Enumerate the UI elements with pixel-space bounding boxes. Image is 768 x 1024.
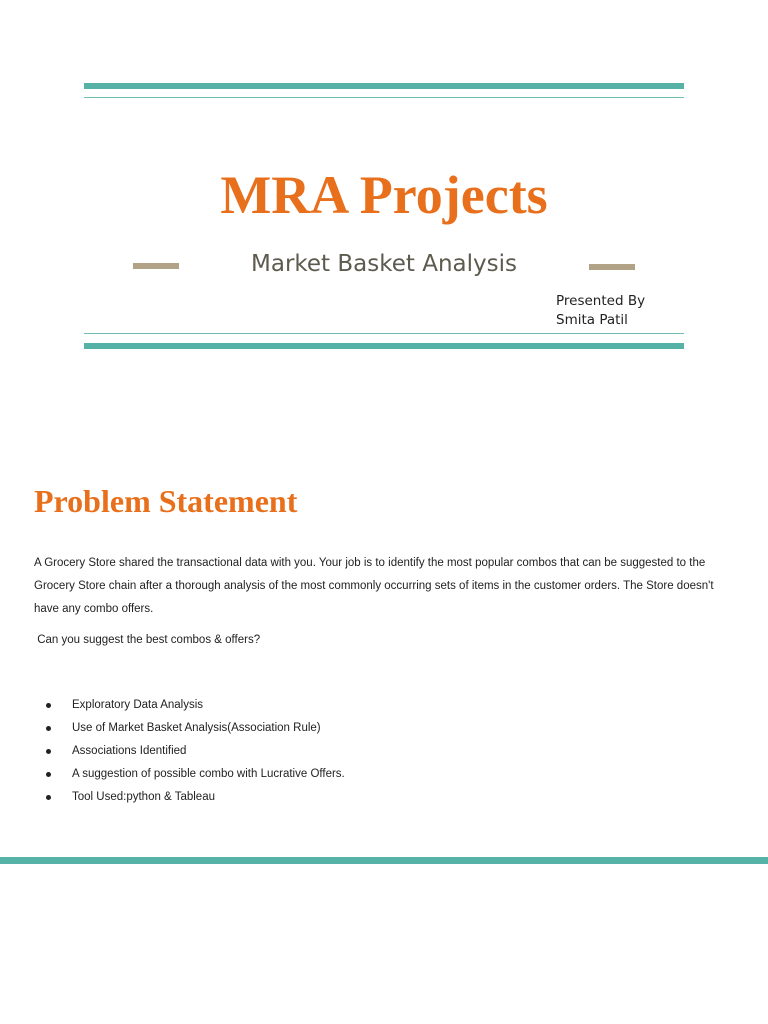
problem-description: A Grocery Store shared the transactional data with you. Your job is to identify the most popular combos that can be suggested to the Grocery Store chain after a thorough analysis of the most commonly occurring sets of items in the customer orders. The Store doesn't have any combo offers. — [34, 557, 714, 615]
task-list — [46, 694, 345, 809]
problem-question: Can you suggest the best combos & offers? — [34, 634, 261, 646]
list-item — [46, 740, 345, 763]
list-item — [46, 763, 345, 786]
list-item-text: Associations Identified — [72, 745, 187, 757]
top-thin-rule — [84, 97, 684, 98]
section-heading: Problem Statement — [34, 483, 298, 519]
presenter-name: Smita Patil — [556, 312, 628, 328]
bottom-thin-rule — [84, 333, 684, 334]
page-title: MRA Projects — [220, 165, 548, 225]
page-separator-rule — [0, 857, 768, 864]
list-item-text: A suggestion of possible combo with Lucrative Offers. — [72, 768, 345, 780]
list-item — [46, 717, 345, 740]
bullet-icon — [46, 749, 51, 754]
bullet-icon — [46, 703, 51, 708]
list-item-text: Use of Market Basket Analysis(Association Rule) — [72, 722, 321, 734]
bullet-icon — [46, 772, 51, 777]
list-item — [46, 694, 345, 717]
subtitle: Market Basket Analysis — [251, 251, 517, 277]
list-item — [46, 786, 345, 809]
presenter-block — [556, 292, 645, 330]
list-item-text: Tool Used:python & Tableau — [72, 791, 215, 803]
presented-by-label: Presented By — [556, 293, 646, 309]
bullet-icon — [46, 795, 51, 800]
bullet-icon — [46, 726, 51, 731]
list-item-text: Exploratory Data Analysis — [72, 699, 204, 711]
right-dash-divider — [589, 264, 635, 270]
bottom-thick-rule — [84, 343, 684, 349]
top-thick-rule — [84, 83, 684, 89]
